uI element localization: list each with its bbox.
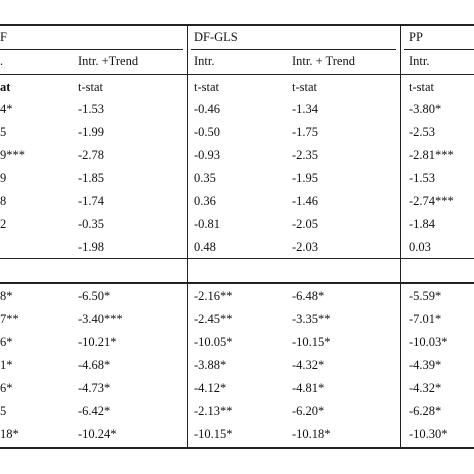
subheader-adf-intr-trend: Intr. +Trend <box>78 54 139 68</box>
table-cell: 0.35 <box>194 171 216 185</box>
group-rule-right <box>404 49 474 50</box>
table-cell: -0.81 <box>194 217 221 231</box>
table-cell: 18* <box>0 427 19 441</box>
table-cell: 7** <box>0 312 19 326</box>
stat-label: at <box>0 80 11 94</box>
table-cell: 6* <box>0 335 13 349</box>
subheader-dfgls-intr: Intr. <box>194 54 215 68</box>
separator-adf-dfgls <box>187 25 188 448</box>
table-cell: -2.03 <box>292 240 319 254</box>
section-separator-rule <box>0 282 474 284</box>
top-rule <box>0 24 474 26</box>
table-cell: -2.78 <box>78 148 105 162</box>
table-cell: -10.15* <box>194 427 233 441</box>
subheader-adf-intr: . <box>0 54 4 68</box>
table-cell: -1.46 <box>292 194 319 208</box>
levels-bottom-rule <box>0 258 474 259</box>
table-cell: -0.35 <box>78 217 105 231</box>
bottom-rule <box>0 447 474 449</box>
table-cell: -10.15* <box>292 335 331 349</box>
table-cell: 8* <box>0 289 13 303</box>
group-header-pp: PP <box>409 30 423 44</box>
table-cell: -1.84 <box>409 217 436 231</box>
table-cell: -6.20* <box>292 404 325 418</box>
table-cell: -10.30* <box>409 427 448 441</box>
table-cell: 6* <box>0 381 13 395</box>
group-header-dfgls: DF-GLS <box>194 30 238 44</box>
table-cell: -2.81*** <box>409 148 454 162</box>
table-cell: -2.45** <box>194 312 233 326</box>
table-cell: 9 <box>0 171 7 185</box>
table-cell: -4.39* <box>409 358 442 372</box>
table-cell: -10.18* <box>292 427 331 441</box>
stat-label: t-stat <box>78 80 103 94</box>
table-cell: -4.73* <box>78 381 111 395</box>
table-cell: -1.74 <box>78 194 105 208</box>
subheader-dfgls-intr-trend: Intr. + Trend <box>292 54 355 68</box>
table-cell: -2.35 <box>292 148 319 162</box>
table-cell: -0.93 <box>194 148 221 162</box>
table-cell: -3.35** <box>292 312 331 326</box>
table-cell: -6.42* <box>78 404 111 418</box>
table-cell: -4.32* <box>409 381 442 395</box>
table-cell: -4.12* <box>194 381 227 395</box>
table-cell: -10.21* <box>78 335 117 349</box>
table-cell: -3.88* <box>194 358 227 372</box>
table-cell: -1.75 <box>292 125 319 139</box>
table-cell: 0.48 <box>194 240 216 254</box>
table-cell: -0.50 <box>194 125 221 139</box>
table-cell: 0.36 <box>194 194 216 208</box>
subheader-rule <box>0 74 474 75</box>
table-cell: -1.85 <box>78 171 105 185</box>
table-cell: -10.24* <box>78 427 117 441</box>
table-cell: -1.53 <box>409 171 436 185</box>
table-cell: 5 <box>0 125 7 139</box>
group-rule-middle <box>191 49 396 50</box>
table-cell: 8 <box>0 194 7 208</box>
table-cell: -1.53 <box>78 102 105 116</box>
stat-label: t-stat <box>292 80 317 94</box>
table-cell: 4* <box>0 102 13 116</box>
table-cell: -1.98 <box>78 240 105 254</box>
group-rule-left <box>0 49 183 50</box>
table-cell: -2.05 <box>292 217 319 231</box>
stat-label: t-stat <box>194 80 219 94</box>
table-cell: -4.81* <box>292 381 325 395</box>
subheader-pp-intr: Intr. <box>409 54 430 68</box>
table-cell: 5 <box>0 404 7 418</box>
table-cell: -6.50* <box>78 289 111 303</box>
table-cell: 1* <box>0 358 13 372</box>
table-cell: -4.68* <box>78 358 111 372</box>
table-cell: -2.74*** <box>409 194 454 208</box>
table-cell: -6.48* <box>292 289 325 303</box>
table-cell: -0.46 <box>194 102 221 116</box>
table-cell: -5.59* <box>409 289 442 303</box>
table-cell: -6.28* <box>409 404 442 418</box>
table-cell: -3.40*** <box>78 312 123 326</box>
stat-label: t-stat <box>409 80 434 94</box>
table-cell: -2.13** <box>194 404 233 418</box>
table-cell: -10.05* <box>194 335 233 349</box>
table-cell: -1.34 <box>292 102 319 116</box>
table-cell: -3.80* <box>409 102 442 116</box>
table-cell: -4.32* <box>292 358 325 372</box>
table-cell: -7.01* <box>409 312 442 326</box>
table-cell: -2.16** <box>194 289 233 303</box>
separator-dfgls-pp <box>400 25 401 448</box>
table-cell: 0.03 <box>409 240 431 254</box>
table-cell: -2.53 <box>409 125 436 139</box>
table-cell: -10.03* <box>409 335 448 349</box>
table-cell: -1.95 <box>292 171 319 185</box>
table-cell: 9*** <box>0 148 25 162</box>
table-cell: 2 <box>0 217 7 231</box>
table-cell: -1.99 <box>78 125 105 139</box>
group-header-adf: F <box>0 30 7 44</box>
